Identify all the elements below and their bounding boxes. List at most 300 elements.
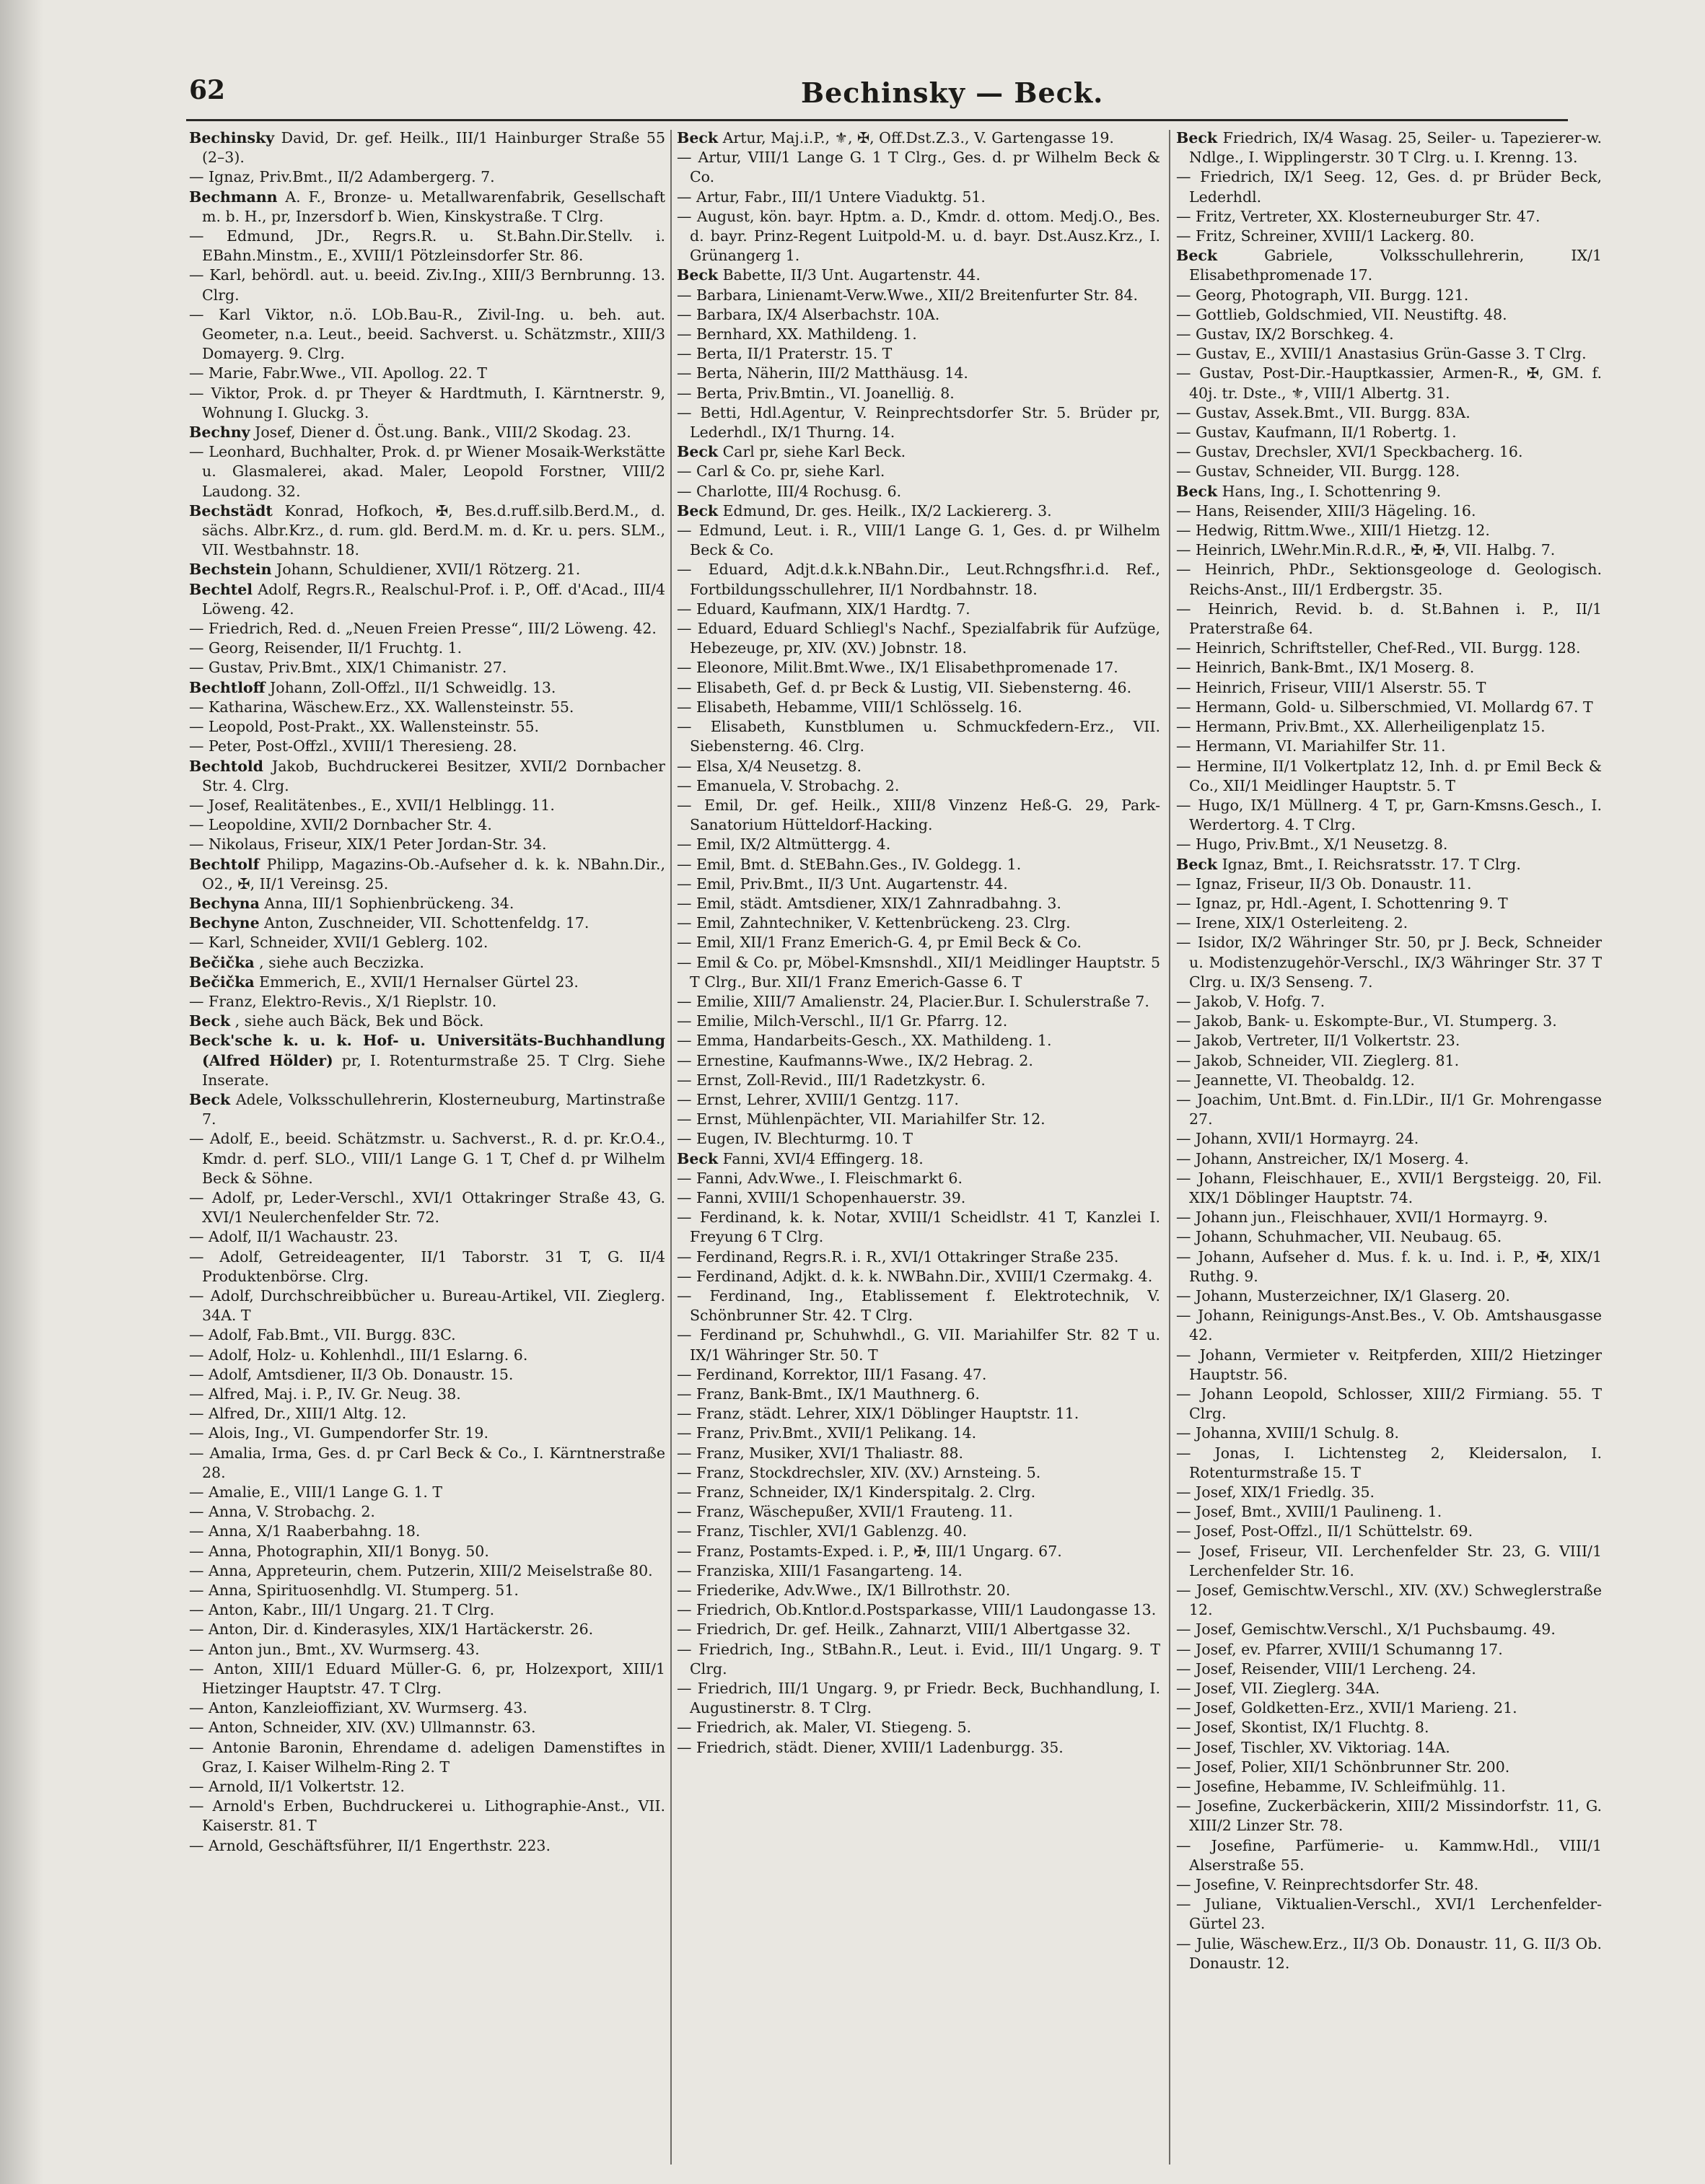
entry-text: — Hedwig, Rittm.Wwe., XIII/1 Hietzg. 12. (1176, 522, 1490, 540)
directory-entry (677, 600, 1160, 619)
directory-entry (189, 364, 665, 383)
directory-entry (1176, 1306, 1602, 1345)
directory-entry (1176, 442, 1602, 462)
directory-entry (1176, 1895, 1602, 1934)
entry-text: — Elisabeth, Gef. d. pr Beck & Lustig, VII. Siebensterng. 46. (677, 678, 1132, 696)
directory-entry (677, 1149, 1160, 1169)
directory-entry (189, 1325, 665, 1345)
entry-surname: Beck (677, 129, 719, 146)
entry-text: — Josef, Friseur, VII. Lerchenfelder Str. 23, G. VIII/1 Lerchenfelder Str. 16. (1176, 1542, 1602, 1579)
entry-text: — Ferdinand, Ing., Etablissement f. Elektrotechnik, V. Schönbrunner Str. 42. T Clrg. (677, 1286, 1160, 1325)
header-rule (186, 119, 1568, 121)
directory-entry (1176, 1247, 1602, 1286)
entry-text: Anton, Zuschneider, VII. Schottenfeldg. 17. (264, 914, 589, 932)
directory-entry (189, 1600, 665, 1620)
directory-entry (189, 305, 665, 364)
directory-entry (189, 1129, 665, 1188)
entry-surname: Beck (1176, 129, 1218, 146)
entry-text: — Katharina, Wäschew.Erz., XX. Wallensteinstr. 55. (189, 698, 574, 716)
entry-text: — Ignaz, Priv.Bmt., II/2 Adambergerg. 7. (189, 168, 495, 186)
column-divider-1 (670, 130, 672, 2165)
entry-text: Philipp, Magazins-Ob.-Aufseher d. k. k. NBahn.Dir., O2., ✠, II/1 Vereinsg. 25. (202, 855, 665, 893)
entry-text: — Ferdinand, Adjkt. d. k. k. NWBahn.Dir., XVIII/1 Czermakg. 4. (677, 1267, 1153, 1285)
directory-entry (189, 501, 665, 561)
directory-entry (189, 757, 665, 796)
directory-entry (189, 1444, 665, 1483)
entry-text: Babette, II/3 Unt. Augartenstr. 44. (722, 266, 981, 284)
entry-text: — Josef, ev. Pfarrer, XVIII/1 Schumanng 17. (1176, 1640, 1503, 1658)
entry-text: — Leopold, Post-Prakt., XX. Wallensteinstr. 55. (189, 718, 540, 736)
entry-text: — Elisabeth, Kunstblumen u. Schmuckfedern-Erz., VII. Siebensterng. 46. Clrg. (677, 718, 1160, 755)
directory-entry (1176, 462, 1602, 481)
directory-entry (1176, 1149, 1602, 1169)
directory-entry (677, 1444, 1160, 1463)
directory-entry (677, 1110, 1160, 1129)
directory-entry (189, 1385, 665, 1404)
entry-text: — Nikolaus, Friseur, XIX/1 Peter Jordan-Str. 34. (189, 836, 547, 854)
entry-text: — Emil, Priv.Bmt., II/3 Unt. Augartenstr. 44. (677, 874, 1008, 893)
entry-text: — Anton, XIII/1 Eduard Müller-G. 6, pr, Holzexport, XIII/1 Hietzinger Hauptstr. 47. T Clrg. (189, 1659, 665, 1698)
entry-text: , siehe auch Bäck, Bek und Böck. (235, 1012, 484, 1030)
directory-entry (677, 1738, 1160, 1758)
directory-entry (677, 482, 1160, 501)
entry-text: — Adolf, pr, Leder-Verschl., XVI/1 Ottakringer Straße 43, G. XVI/1 Neulerchenfelder Str. 72. (189, 1188, 665, 1227)
directory-entry (189, 835, 665, 854)
entry-text: — Joachim, Unt.Bmt. d. Fin.LDir., II/1 Gr. Mohrengasse 27. (1176, 1090, 1602, 1128)
directory-entry (677, 1463, 1160, 1483)
directory-entry (1176, 1286, 1602, 1306)
entry-text: — Eduard, Eduard Schliegl's Nachf., Spezialfabrik für Aufzüge, Hebezeuge, pr, XIV. (XV.) Jobnstr. 18. (677, 620, 1160, 657)
entry-text: — Josef, Skontist, IX/1 Fluchtg. 8. (1176, 1719, 1429, 1737)
directory-entry (1176, 1934, 1602, 1973)
entry-text: — Karl, Schneider, XVII/1 Geblerg. 102. (189, 934, 488, 952)
entry-text: — Gustav, E., XVIII/1 Anastasius Grün-Gasse 3. T Clrg. (1176, 345, 1587, 363)
entry-surname: Beck (677, 501, 719, 519)
directory-entry (189, 913, 665, 933)
directory-entry (1176, 1659, 1602, 1679)
entry-text: — Anna, V. Strobachg. 2. (189, 1503, 375, 1521)
directory-entry (1176, 835, 1602, 854)
entry-text: — Heinrich, LWehr.Min.R.d.R., ✠, ✠, VII. Halbg. 7. (1176, 541, 1556, 559)
entry-text: — Friedrich, III/1 Ungarg. 9, pr Friedr. Beck, Buchhandlung, I. Augustinerstr. 8. T Clrg. (677, 1680, 1160, 1717)
entry-text: — Franz, Priv.Bmt., XVII/1 Pelikang. 14. (677, 1424, 977, 1442)
entry-text: — Hugo, IX/1 Müllnerg. 4 T, pr, Garn-Kmsns.Gesch., I. Werdertorg. 4. T Clrg. (1176, 796, 1602, 834)
entry-text: Fanni, XVI/4 Effingerg. 18. (722, 1149, 924, 1167)
directory-entry (189, 678, 665, 698)
directory-entry (189, 639, 665, 658)
directory-entry (189, 1640, 665, 1659)
directory-entry (189, 1090, 665, 1129)
entry-text: — Friedrich, städt. Diener, XVIII/1 Ladenburgg. 35. (677, 1738, 1064, 1756)
directory-entry (1176, 207, 1602, 227)
directory-entry (1176, 1718, 1602, 1737)
directory-entry (677, 776, 1160, 796)
directory-entry (189, 1561, 665, 1581)
directory-entry (677, 266, 1160, 285)
directory-entry (677, 757, 1160, 776)
entry-text: — Anton, Dir. d. Kinderasyles, XIX/1 Hartäckerstr. 26. (189, 1621, 594, 1639)
entry-surname: Beck (677, 443, 719, 461)
entry-text: — Berta, II/1 Praterstr. 15. T (677, 345, 893, 363)
directory-entry (189, 580, 665, 619)
entry-text: — Josefine, Parfümerie- u. Kammw.Hdl., VIII/1 Alserstraße 55. (1176, 1836, 1602, 1874)
directory-entry (189, 933, 665, 952)
directory-entry (189, 266, 665, 304)
directory-entry (189, 698, 665, 717)
directory-entry (677, 1522, 1160, 1541)
directory-entry (1176, 423, 1602, 442)
entry-text: — Ignaz, Friseur, II/3 Ob. Donaustr. 11. (1176, 874, 1472, 893)
entry-text: — Edmund, JDr., Regrs.R. u. St.Bahn.Dir.Stellv. i. EBahn.Minstm., E., XVIII/1 Pötzleinsdorfer Str. 86. (189, 227, 665, 265)
entry-text: — Friedrich, Red. d. „Neuen Freien Presse“, III/2 Löweng. 42. (189, 620, 657, 638)
entry-surname: Bechtel (189, 580, 253, 598)
directory-entry (677, 913, 1160, 933)
entry-text: — Anna, Spirituosenhdlg. VI. Stumperg. 51. (189, 1582, 519, 1600)
directory-entry (1176, 717, 1602, 737)
entry-text: Adele, Volksschullehrerin, Klosterneuburg, Martinstraße 7. (202, 1090, 665, 1128)
directory-entry (1176, 874, 1602, 894)
directory-entry (189, 384, 665, 423)
entry-surname: Bechstädt (189, 501, 273, 519)
directory-entry (677, 1581, 1160, 1600)
directory-entry (1176, 1012, 1602, 1031)
entry-text: — Emil, Bmt. d. StEBahn.Ges., IV. Goldegg. 1. (677, 855, 1022, 873)
entry-text: — Heinrich, Bank-Bmt., IX/1 Moserg. 8. (1176, 659, 1475, 677)
directory-entry (1176, 1581, 1602, 1620)
entry-text: — Arnold, II/1 Volkertstr. 12. (189, 1778, 405, 1796)
directory-entry (189, 619, 665, 639)
directory-entry (677, 344, 1160, 364)
directory-entry (1176, 1502, 1602, 1522)
directory-entry (677, 1031, 1160, 1051)
entry-text: — Friedrich, IX/1 Seeg. 12, Ges. d. pr Brüder Beck, Lederhdl. (1176, 168, 1602, 206)
entry-text: — Emil & Co. pr, Möbel-Kmsnshdl., XII/1 Meidlinger Hauptstr. 5 T Clrg., Bur. XII/1 Franz Emerich-Gasse 6. T (677, 953, 1160, 991)
entry-text: Anna, III/1 Sophienbrückeng. 34. (264, 894, 514, 912)
directory-entry (1176, 1620, 1602, 1639)
entry-text: — Edmund, Leut. i. R., VIII/1 Lange G. 1, Ges. d. pr Wilhelm Beck & Co. (677, 522, 1160, 559)
directory-entry (677, 835, 1160, 854)
directory-entry (677, 1561, 1160, 1581)
directory-entry (189, 1738, 665, 1777)
directory-entry (1176, 1542, 1602, 1581)
directory-entry (677, 1071, 1160, 1090)
entry-text: — Jeannette, VI. Theobaldg. 12. (1176, 1071, 1415, 1089)
directory-entry (677, 384, 1160, 403)
directory-entry (189, 1777, 665, 1797)
entry-text: — Barbara, Linienamt-Verw.Wwe., XII/2 Breitenfurter Str. 84. (677, 286, 1139, 304)
entry-surname: Beck (1176, 482, 1218, 500)
entry-text: — Johanna, XVIII/1 Schulg. 8. (1176, 1424, 1400, 1442)
entry-text: — Josef, Realitätenbes., E., XVII/1 Helblingg. 11. (189, 796, 555, 814)
directory-entry (677, 325, 1160, 344)
column-2 (677, 128, 1160, 2170)
directory-entry (677, 1404, 1160, 1424)
running-head: Bechinsky — Beck. (801, 76, 1104, 109)
entry-text: — Ferdinand pr, Schuhwhdl., G. VII. Mariahilfer Str. 82 T u. IX/1 Währinger Str. 50. T (677, 1326, 1160, 1364)
directory-entry (189, 1286, 665, 1325)
directory-entry (1176, 1051, 1602, 1071)
entry-text: — Franz, Elektro-Revis., X/1 Rieplstr. 10. (189, 992, 497, 1010)
directory-entry (677, 1247, 1160, 1267)
entry-text: — Amalia, Irma, Ges. d. pr Carl Beck & Co., I. Kärntnerstraße 28. (189, 1444, 665, 1481)
entry-text: Artur, Maj.i.P., ⚜, ✠, Off.Dst.Z.3., V. Gartengasse 19. (722, 129, 1114, 146)
entry-surname: Beck (189, 1012, 231, 1030)
entry-text: — Adolf, II/1 Wachaustr. 23. (189, 1228, 398, 1246)
entry-text: — Josef, Polier, XII/1 Schönbrunner Str. 200. (1176, 1758, 1510, 1776)
directory-entry (1176, 364, 1602, 403)
entry-text: — Franz, Schneider, IX/1 Kinderspitalg. 2. Clrg. (677, 1483, 1036, 1501)
directory-entry (677, 442, 1160, 462)
entry-text: — Johann, Anstreicher, IX/1 Moserg. 4. (1176, 1149, 1469, 1167)
entry-text: — Karl Viktor, n.ö. LOb.Bau-R., Zivil-Ing. u. beh. aut. Geometer, n.a. Leut., beeid. Sachverst. u. Schätzmstr., XIII/3 Domayerg. 9. Clrg. (189, 305, 665, 363)
directory-entry (189, 1502, 665, 1522)
entry-text: — Josef, Tischler, XV. Viktoriag. 14A. (1176, 1738, 1450, 1756)
entry-text: — Ernst, Mühlenpächter, VII. Mariahilfer Str. 12. (677, 1110, 1046, 1128)
entry-text: — Johann, Musterzeichner, IX/1 Glaserg. 20. (1176, 1286, 1510, 1304)
entry-text: — Emil, Zahntechniker, V. Kettenbrückeng. 23. Clrg. (677, 914, 1071, 932)
directory-entry (1176, 1698, 1602, 1718)
entry-text: — Alois, Ing., VI. Gumpendorfer Str. 19. (189, 1424, 488, 1442)
entry-text: — Friederike, Adv.Wwe., IX/1 Billrothstr. 20. (677, 1582, 1011, 1600)
entry-text: — Barbara, IX/4 Alserbachstr. 10A. (677, 305, 940, 323)
entry-text: — August, kön. bayr. Hptm. a. D., Kmdr. d. ottom. Medj.O., Bes. d. bayr. Prinz-Regent Luitpold-M. u. d. bayr. Dst.Ausz.Krz., I. Grünangerg 1. (677, 207, 1160, 265)
entry-text: — Juliane, Viktualien-Verschl., XVI/1 Lerchenfelder-Gürtel 23. (1176, 1895, 1602, 1933)
directory-entry (1176, 325, 1602, 344)
entry-surname: Beck (1176, 247, 1218, 265)
column-1 (189, 128, 665, 2170)
entry-text: — Heinrich, Schriftsteller, Chef-Red., VII. Burgg. 128. (1176, 639, 1581, 657)
directory-entry (1176, 1875, 1602, 1895)
directory-entry (1176, 1208, 1602, 1227)
directory-entry (1176, 521, 1602, 540)
entry-text: — Friedrich, Ing., StBahn.R., Leut. i. Evid., III/1 Ungarg. 9. T Clrg. (677, 1640, 1160, 1678)
directory-entry (1176, 600, 1602, 639)
entry-text: pr, I. Rotenturmstraße 25. T Clrg. Siehe Inserate. (202, 1051, 665, 1089)
entry-text: Hans, Ing., I. Schottenring 9. (1222, 482, 1442, 500)
directory-entry (1176, 344, 1602, 364)
entry-text: — Franziska, XIII/1 Fasangarteng. 14. (677, 1561, 963, 1579)
directory-entry (677, 1679, 1160, 1718)
entry-text: — Ernestine, Kaufmanns-Wwe., IX/2 Hebrag. 2. (677, 1051, 1033, 1069)
directory-entry (189, 1698, 665, 1718)
entry-text: Edmund, Dr. ges. Heilk., IX/2 Lackiererg. 3. (722, 501, 1052, 519)
entry-text: — Peter, Post-Offzl., XVIII/1 Theresieng. 28. (189, 737, 517, 755)
directory-entry (677, 1620, 1160, 1639)
entry-text: — Franz, Bank-Bmt., IX/1 Mauthnerg. 6. (677, 1385, 980, 1403)
entry-text: — Friedrich, ak. Maler, VI. Stiegeng. 5. (677, 1719, 972, 1737)
entry-text: — Josefine, Zuckerbäckerin, XIII/2 Missindorfstr. 11, G. XIII/2 Linzer Str. 78. (1176, 1797, 1602, 1835)
directory-entry (1176, 286, 1602, 305)
entry-text: — Josef, Goldketten-Erz., XVII/1 Marieng. 21. (1176, 1699, 1517, 1717)
entry-text: — Adolf, E., beeid. Schätzmstr. u. Sachverst., R. d. pr. Kr.O.4., Kmdr. d. perf. SLO., VIII/1 Lange G. 1 T, Chef d. pr Wilhelm Beck & Söhne. (189, 1130, 665, 1187)
directory-entry (189, 1227, 665, 1247)
entry-text: — Franz, Musiker, XVI/1 Thaliastr. 88. (677, 1444, 964, 1462)
entry-text: — Ernst, Zoll-Revid., III/1 Radetzkystr. 6. (677, 1071, 986, 1089)
directory-entry (189, 953, 665, 973)
directory-entry (677, 462, 1160, 481)
entry-text: — Hermine, II/1 Volkertplatz 12, Inh. d. pr Emil Beck & Co., XII/1 Meidlinger Hauptstr. 5. T (1176, 757, 1602, 794)
directory-entry (1176, 540, 1602, 560)
entry-text: — Eugen, IV. Blechturmg. 10. T (677, 1130, 913, 1148)
entry-text: — Josef, XIX/1 Friedlg. 35. (1176, 1483, 1375, 1501)
entry-text: — Franz, Wäschepußer, XVII/1 Frauteng. 11. (677, 1503, 1013, 1521)
directory-entry (1176, 128, 1602, 167)
directory-entry (189, 1718, 665, 1737)
entry-text: — Julie, Wäschew.Erz., II/3 Ob. Donaustr. 11, G. II/3 Ob. Donaustr. 12. (1176, 1934, 1602, 1972)
directory-entry (189, 1620, 665, 1639)
directory-entry (677, 1267, 1160, 1286)
directory-entry (189, 560, 665, 579)
directory-entry (677, 894, 1160, 913)
directory-entry (189, 992, 665, 1012)
entry-text: — Josef, Reisender, VIII/1 Lercheng. 24. (1176, 1659, 1476, 1678)
directory-entry (677, 207, 1160, 266)
entry-text: — Emil, XII/1 Franz Emerich-G. 4, pr Emil Beck & Co. (677, 934, 1082, 952)
entry-text: Emmerich, E., XVII/1 Hernalser Gürtel 23. (259, 973, 579, 991)
entry-text: — Josef, Post-Offzl., II/1 Schüttelstr. 69. (1176, 1522, 1473, 1540)
directory-entry (1176, 992, 1602, 1012)
entry-text: — Berta, Näherin, III/2 Matthäusg. 14. (677, 364, 968, 382)
directory-entry (189, 128, 665, 167)
directory-entry (1176, 1738, 1602, 1758)
entry-surname: Bechtold (189, 757, 264, 775)
directory-entry (1176, 1758, 1602, 1777)
directory-entry (189, 1483, 665, 1502)
directory-entry (677, 1640, 1160, 1679)
directory-entry (189, 167, 665, 187)
directory-entry (189, 894, 665, 913)
entry-text: — Johann, Vermieter v. Reitpferden, XIII/2 Hietzinger Hauptstr. 56. (1176, 1346, 1602, 1383)
entry-text: — Anton, Kabr., III/1 Ungarg. 21. T Clrg. (189, 1601, 495, 1619)
directory-entry (677, 1365, 1160, 1385)
directory-entry (1176, 1129, 1602, 1149)
directory-entry (1176, 639, 1602, 658)
entry-surname: Beck (677, 1149, 719, 1167)
directory-entry (677, 188, 1160, 207)
entry-surname: Bečička (189, 953, 255, 971)
entry-text: — Alfred, Dr., XIII/1 Altg. 12. (189, 1405, 407, 1423)
directory-entry (189, 227, 665, 266)
directory-entry (677, 1424, 1160, 1443)
entry-text: — Jakob, Bank- u. Eskompte-Bur., VI. Stumperg. 3. (1176, 1012, 1557, 1030)
entry-text: — Jakob, Schneider, VII. Zieglerg. 81. (1176, 1051, 1460, 1069)
entry-text: — Jonas, I. Lichtensteg 2, Kleidersalon, I. Rotenturmstraße 15. T (1176, 1444, 1602, 1481)
entry-text: — Emanuela, V. Strobachg. 2. (677, 776, 900, 794)
entry-text: — Eleonore, Milit.Bmt.Wwe., IX/1 Elisabethpromenade 17. (677, 659, 1118, 677)
entry-text: — Isidor, IX/2 Währinger Str. 50, pr J. Beck, Schneider u. Modistenzugehör-Verschl., IX/3 Währinger Str. 37 T Clrg. u. IX/3 Senseng. 7. (1176, 934, 1602, 991)
directory-entry (189, 717, 665, 737)
entry-text: — Josef, Gemischtw.Verschl., XIV. (XV.) Schweglerstraße 12. (1176, 1582, 1602, 1619)
directory-entry (677, 874, 1160, 894)
directory-entry (1176, 678, 1602, 698)
entry-surname: Bechny (189, 424, 250, 442)
entry-text: Konrad, Hofkoch, ✠, Bes.d.ruff.silb.Berd.M., d. sächs. Albr.Krz., d. rum. gld. Berd.M. m. d. Kr. u. pers. SLM., VII. Westbahnstr. 18. (202, 501, 665, 559)
directory-entry (189, 815, 665, 835)
entry-text: — Marie, Fabr.Wwe., VII. Apollog. 22. T (189, 364, 487, 382)
directory-entry (677, 1169, 1160, 1188)
directory-entry (1176, 894, 1602, 913)
entry-text: — Jakob, Vertreter, II/1 Volkertstr. 23. (1176, 1032, 1460, 1050)
entry-text: — Ernst, Lehrer, XVIII/1 Gentzg. 117. (677, 1090, 959, 1108)
directory-entry (677, 521, 1160, 560)
directory-entry (677, 364, 1160, 383)
directory-entry (677, 1090, 1160, 1110)
entry-text: — Charlotte, III/4 Rochusg. 6. (677, 482, 902, 500)
directory-entry (1176, 913, 1602, 933)
directory-entry (677, 1325, 1160, 1364)
directory-entry (677, 286, 1160, 305)
page-number: 62 (189, 75, 226, 105)
directory-entry (1176, 658, 1602, 677)
directory-entry (1176, 1071, 1602, 1090)
entry-text: Josef, Diener d. Öst.ung. Bank., VIII/2 Skodag. 23. (255, 424, 631, 442)
entry-text: — Arnold, Geschäftsführer, II/1 Engerthstr. 223. (189, 1836, 551, 1854)
directory-entry (189, 1581, 665, 1600)
entry-surname: Bechstein (189, 561, 272, 579)
entry-text: — Leonhard, Buchhalter, Prok. d. pr Wiener Mosaik-Werkstätte u. Glasmalerei, akad. Maler, Leopold Forstner, VIII/2 Laudong. 32. (189, 443, 665, 500)
column-divider-2 (1169, 130, 1170, 2165)
entry-text: — Anna, X/1 Raaberbahng. 18. (189, 1522, 421, 1540)
entry-text: — Josefine, V. Reinprechtsdorfer Str. 48. (1176, 1876, 1479, 1894)
directory-entry (189, 188, 665, 227)
entry-text: — Johann, Schuhmacher, VII. Neubaug. 65. (1176, 1228, 1502, 1246)
directory-entry (1176, 1522, 1602, 1541)
entry-text: — Franz, Tischler, XVI/1 Gablenzg. 40. (677, 1522, 968, 1540)
directory-entry (189, 855, 665, 894)
directory-entry (677, 1718, 1160, 1737)
directory-entry (1176, 227, 1602, 246)
entry-text: David, Dr. gef. Heilk., III/1 Hainburger Straße 55 (2–3). (202, 129, 665, 167)
entry-text: — Elisabeth, Hebamme, VIII/1 Schlösselg. 16. (677, 698, 1022, 716)
scan-edge-shadow (0, 0, 43, 2184)
directory-entry (677, 501, 1160, 521)
entry-text: — Anton jun., Bmt., XV. Wurmserg. 43. (189, 1640, 480, 1658)
entry-text: — Heinrich, PhDr., Sektionsgeologe d. Geologisch. Reichs-Anst., III/1 Erdbergstr. 35. (1176, 561, 1602, 598)
entry-text: — Arnold's Erben, Buchdruckerei u. Lithographie-Anst., VII. Kaiserstr. 81. T (189, 1797, 665, 1835)
entry-text: — Emil, Dr. gef. Heilk., XIII/8 Vinzenz Heß-G. 29, Park-Sanatorium Hütteldorf-Hacking. (677, 796, 1160, 834)
entry-text: — Carl & Co. pr, siehe Karl. (677, 462, 885, 481)
directory-entry (1176, 1346, 1602, 1385)
directory-entry (677, 717, 1160, 756)
entry-text: — Johann, Fleischhauer, E., XVII/1 Bergsteigg. 20, Fil. XIX/1 Döblinger Hauptstr. 74. (1176, 1169, 1602, 1206)
entry-text: — Anton, Kanzleioffiziant, XV. Wurmserg. 43. (189, 1699, 527, 1717)
entry-surname: Bečička (189, 973, 255, 991)
entry-text: Gabriele, Volksschullehrerin, IX/1 Elisabethpromenade 17. (1189, 247, 1602, 284)
entry-text: — Adolf, Durchschreibbücher u. Bureau-Artikel, VII. Zieglerg. 34A. T (189, 1286, 665, 1325)
entry-text: — Antonie Baronin, Ehrendame d. adeligen Damenstiftes in Graz, I. Kaiser Wilhelm-Ring 2. T (189, 1738, 665, 1776)
directory-entry (189, 1188, 665, 1227)
directory-entry (189, 1659, 665, 1698)
entry-text: — Fanni, XVIII/1 Schopenhauerstr. 39. (677, 1188, 966, 1206)
directory-entry (677, 1188, 1160, 1208)
entry-text: — Johann, XVII/1 Hormayrg. 24. (1176, 1130, 1419, 1148)
directory-entry (1176, 403, 1602, 423)
entry-text: — Anna, Photographin, XII/1 Bonyg. 50. (189, 1542, 489, 1560)
directory-entry (677, 992, 1160, 1012)
entry-text: — Johann Leopold, Schlosser, XIII/2 Firmiang. 55. T Clrg. (1176, 1385, 1602, 1423)
directory-entry (677, 1012, 1160, 1031)
entry-text: — Josef, Bmt., XVIII/1 Paulineng. 1. (1176, 1503, 1442, 1521)
entry-text: — Josefine, Hebamme, IV. Schleifmühlg. 11. (1176, 1778, 1506, 1796)
entry-text: — Gustav, Assek.Bmt., VII. Burgg. 83A. (1176, 403, 1470, 421)
entry-text: — Gustav, IX/2 Borschkeg. 4. (1176, 325, 1394, 343)
directory-entry (189, 1346, 665, 1365)
entry-text: — Adolf, Fab.Bmt., VII. Burgg. 83C. (189, 1326, 456, 1344)
entry-text: — Adolf, Amtsdiener, II/3 Ob. Donaustr. 15. (189, 1365, 514, 1383)
directory-entry (189, 442, 665, 501)
directory-entry (677, 305, 1160, 325)
directory-entry (677, 403, 1160, 442)
